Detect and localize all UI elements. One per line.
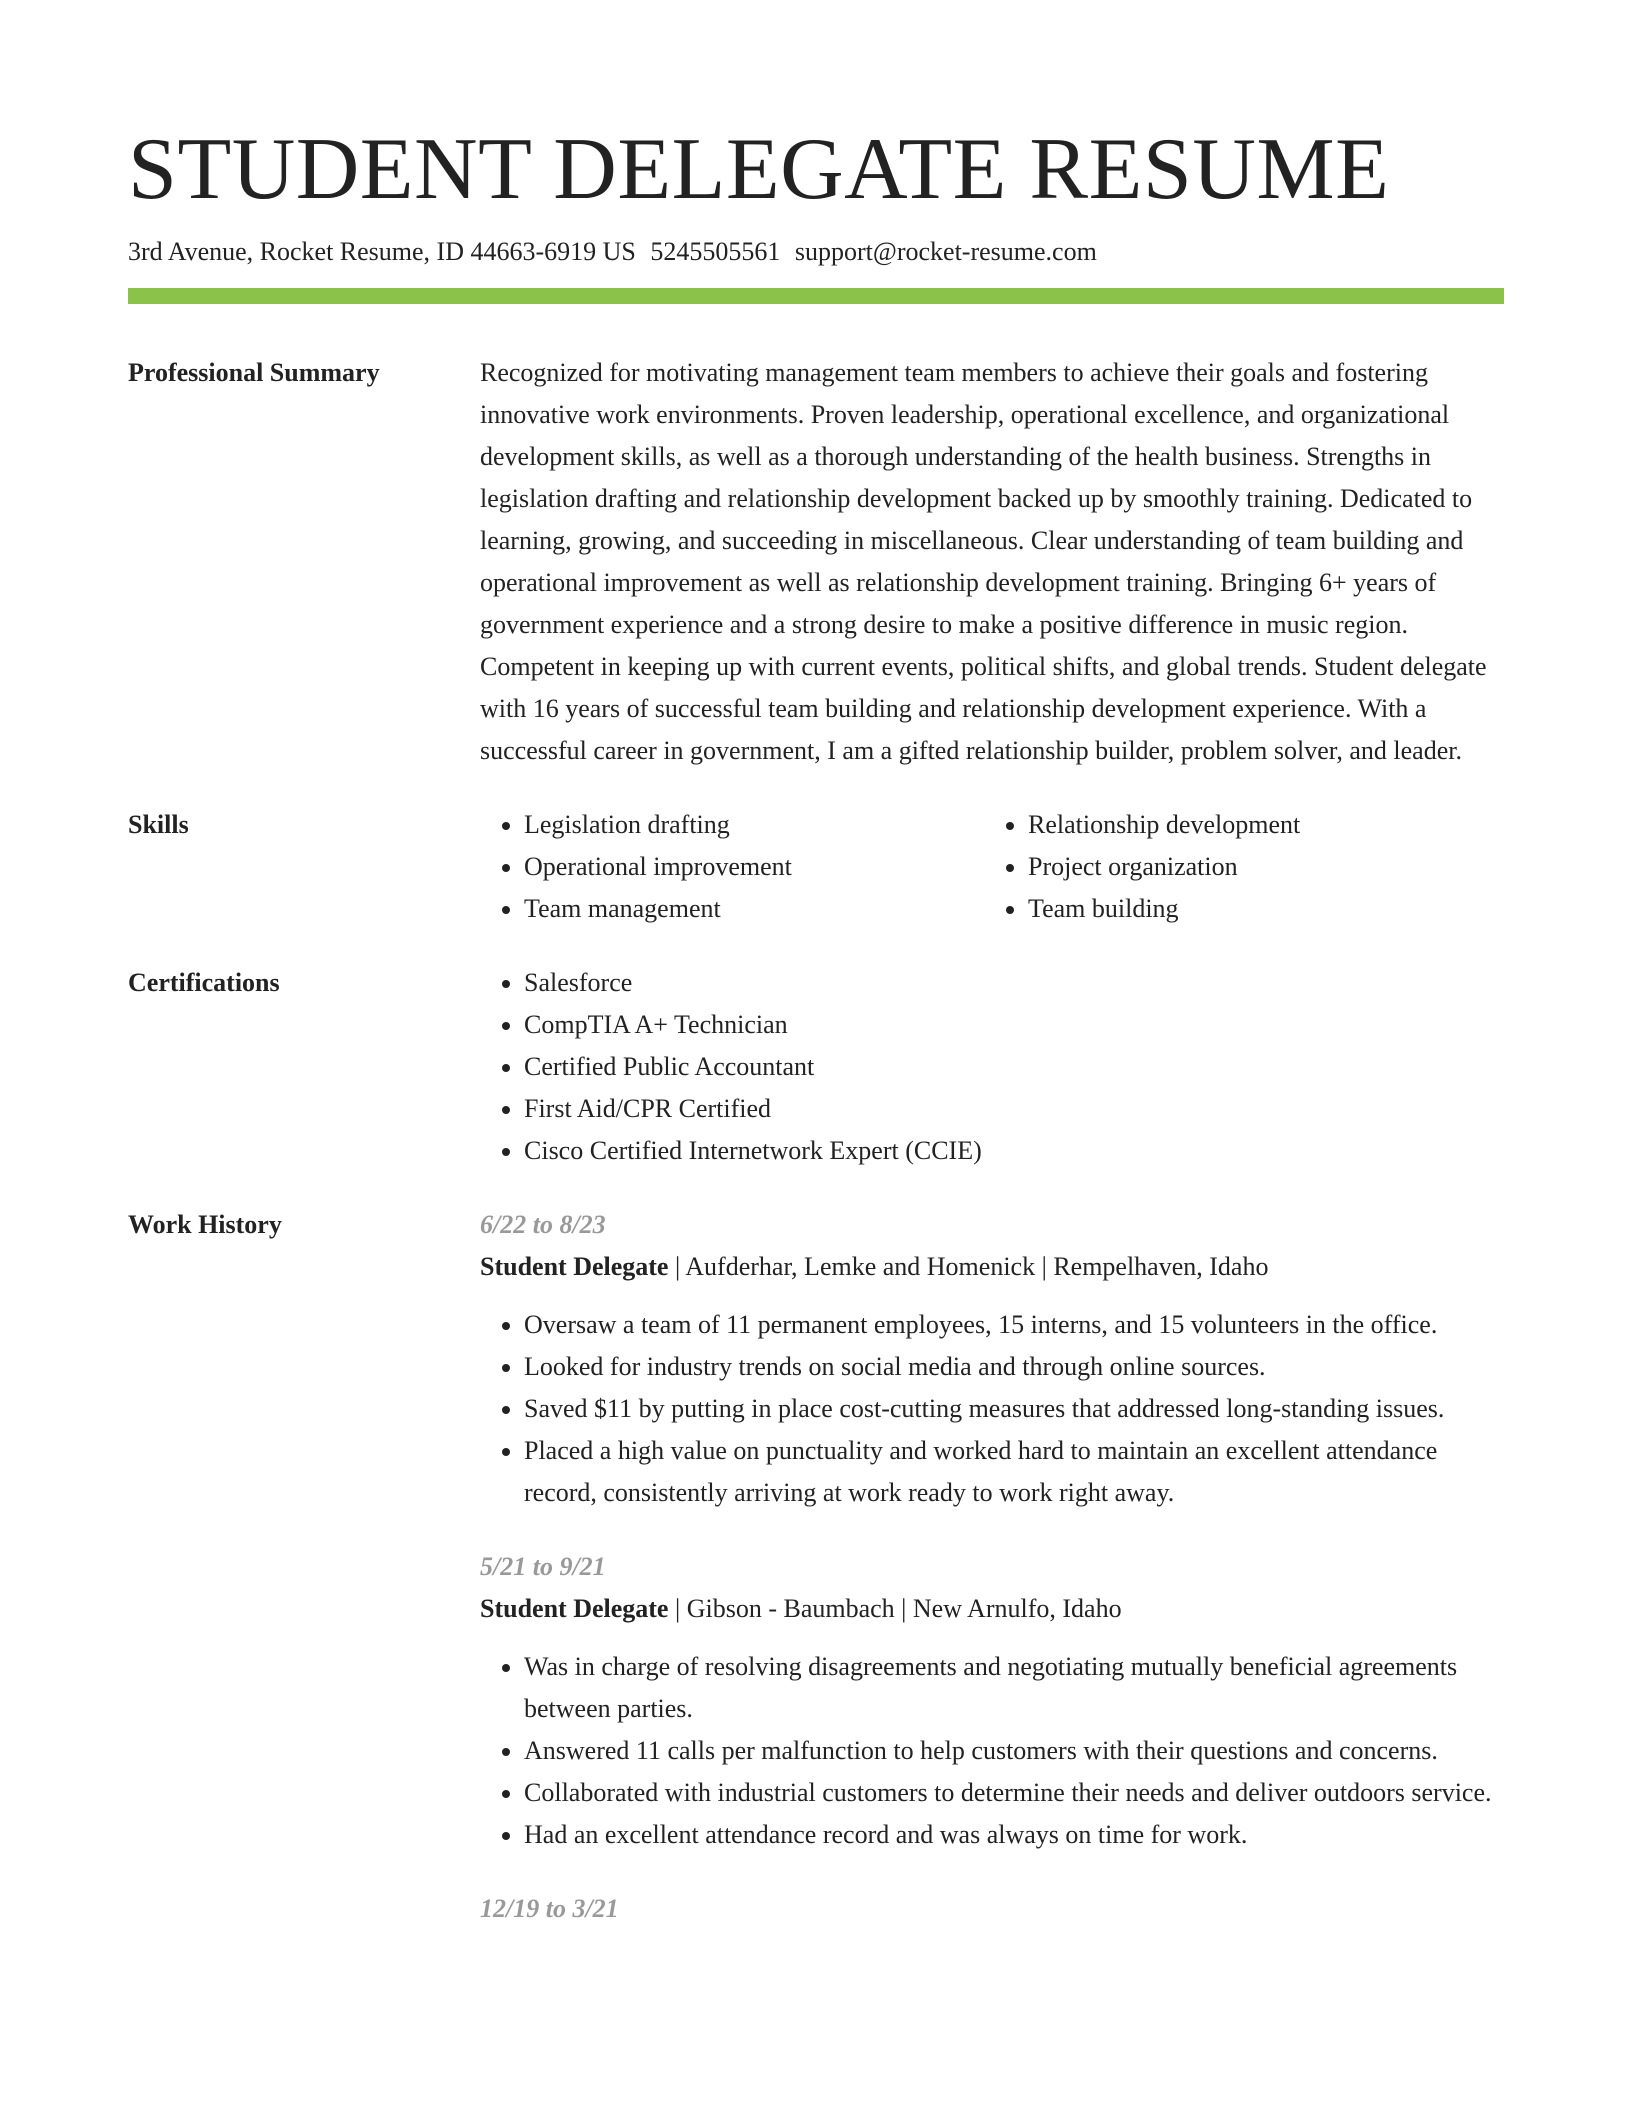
job-entry	[480, 1204, 1504, 1514]
job-heading	[480, 1246, 1504, 1288]
job-entry	[480, 1546, 1504, 1856]
skill-item: • Project organization	[1028, 846, 1488, 888]
job-separator: |	[668, 1252, 686, 1281]
skill-item: • Relationship development	[1028, 804, 1488, 846]
certifications-section	[128, 962, 1504, 1172]
job-location: Rempelhaven, Idaho	[1053, 1252, 1269, 1281]
job-bullet: • Was in charge of resolving disagreements and negotiating mutually beneficial agreements between parties.	[524, 1646, 1504, 1730]
job-dates: 6/22 to 8/23	[480, 1210, 606, 1239]
contact-address: 3rd Avenue, Rocket Resume, ID 44663-6919 US	[128, 237, 636, 266]
skill-item: • Operational improvement	[524, 846, 984, 888]
skill-item: • Team building	[1028, 888, 1488, 930]
certification-item: • Salesforce	[524, 962, 1504, 1004]
job-company: Aufderhar, Lemke and Homenick	[685, 1252, 1036, 1281]
job-bullet: • Looked for industry trends on social media and through online sources.	[524, 1346, 1504, 1388]
job-bullet: • Collaborated with industrial customers to determine their needs and deliver outdoors service.	[524, 1772, 1504, 1814]
work-history-heading: Work History	[128, 1210, 282, 1239]
resume-page	[128, 118, 1504, 1962]
contact-email: support@rocket-resume.com	[794, 237, 1097, 266]
certification-item: • Cisco Certified Internetwork Expert (CCIE)	[524, 1130, 1504, 1172]
job-location: New Arnulfo, Idaho	[912, 1594, 1122, 1623]
job-separator: |	[668, 1594, 687, 1623]
summary-text: Recognized for motivating management team members to achieve their goals and fostering innovative work environments. Proven leadership, operational excellence, and organizational development skills, as well as a thorough understanding of the health business. Strengths in legislation drafting and relationship development backed up by smoothly training. Dedicated to learning, growing, and succeeding in miscellaneous. Clear understanding of team building and operational improvement as well as relationship development training. Bringing 6+ years of government experience and a strong desire to make a positive difference in music region. Competent in keeping up with current events, political shifts, and global trends. Student delegate with 16 years of successful team building and relationship development experience. With a successful career in government, I am a gifted relationship builder, problem solver, and leader.	[480, 358, 1487, 765]
job-entry	[480, 1888, 1504, 1930]
job-bullet: • Placed a high value on punctuality and worked hard to maintain an excellent attendance record, consistently arriving at work ready to work right away.	[524, 1430, 1504, 1514]
certification-item: • Certified Public Accountant	[524, 1046, 1504, 1088]
certification-item: • CompTIA A+ Technician	[524, 1004, 1504, 1046]
contact-line	[128, 234, 1504, 270]
job-bullet: • Answered 11 calls per malfunction to help customers with their questions and concerns.	[524, 1730, 1504, 1772]
summary-section	[128, 352, 1504, 772]
skills-heading: Skills	[128, 810, 189, 839]
job-separator: |	[894, 1594, 913, 1623]
job-heading	[480, 1588, 1504, 1630]
header-divider	[128, 288, 1504, 304]
skills-section	[128, 804, 1504, 930]
skills-list-left	[480, 804, 984, 930]
job-dates: 12/19 to 3/21	[480, 1894, 619, 1923]
certifications-list	[480, 962, 1504, 1172]
skills-list-right	[984, 804, 1488, 930]
job-bullet: • Oversaw a team of 11 permanent employees, 15 interns, and 15 volunteers in the office.	[524, 1304, 1504, 1346]
job-dates: 5/21 to 9/21	[480, 1552, 606, 1581]
job-bullets	[480, 1646, 1504, 1856]
job-bullets	[480, 1304, 1504, 1514]
job-title: Student Delegate	[480, 1252, 669, 1281]
resume-title: STUDENT DELEGATE RESUME	[128, 121, 1390, 218]
certification-item: • First Aid/CPR Certified	[524, 1088, 1504, 1130]
skill-item: • Legislation drafting	[524, 804, 984, 846]
certifications-heading: Certifications	[128, 968, 280, 997]
work-history-section	[128, 1204, 1504, 1962]
summary-heading: Professional Summary	[128, 358, 380, 387]
skills-grid	[480, 804, 1504, 930]
job-separator: |	[1035, 1252, 1054, 1281]
job-title: Student Delegate	[480, 1594, 669, 1623]
job-company: Gibson - Baumbach	[686, 1594, 895, 1623]
contact-phone: 5245505561	[650, 237, 781, 266]
skill-item: • Team management	[524, 888, 984, 930]
job-bullet: • Saved $11 by putting in place cost-cutting measures that addressed long-standing issues.	[524, 1388, 1504, 1430]
job-bullet: • Had an excellent attendance record and was always on time for work.	[524, 1814, 1504, 1856]
